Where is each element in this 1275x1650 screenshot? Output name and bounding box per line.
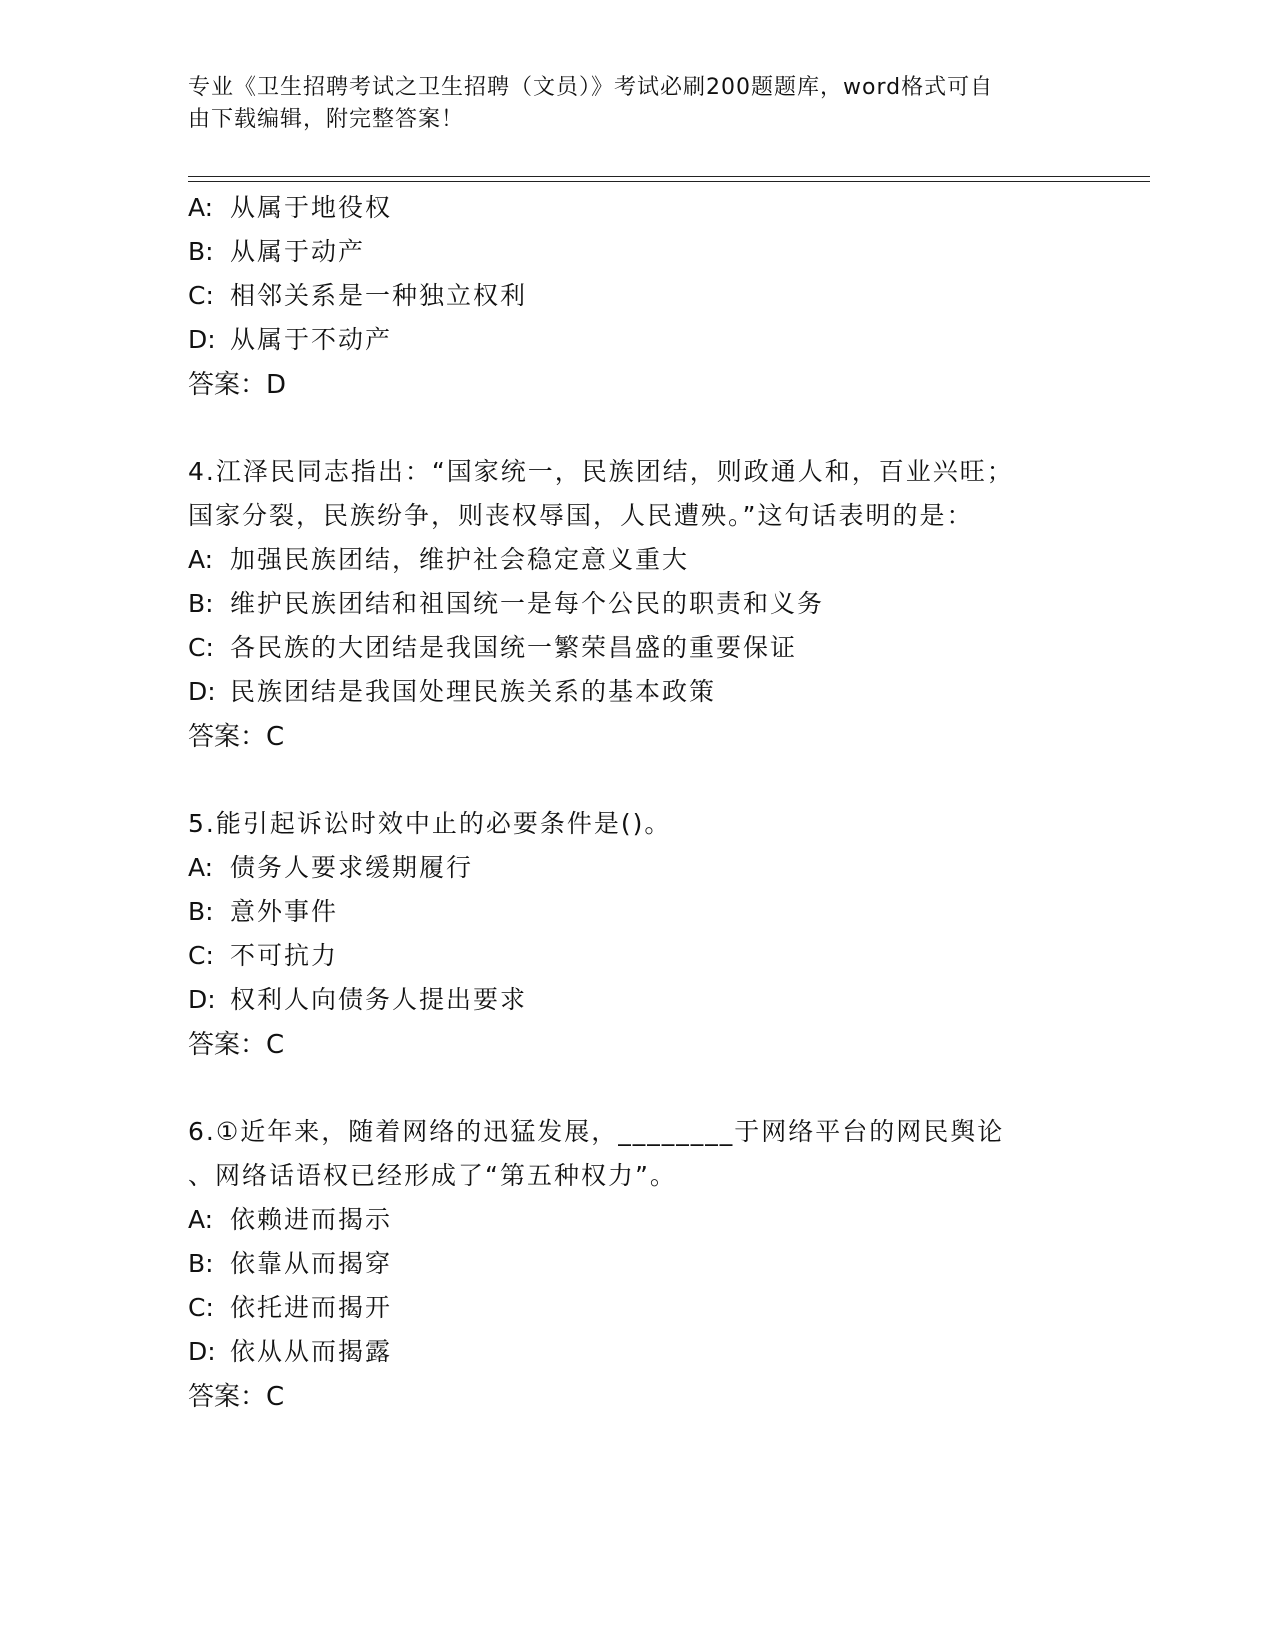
option-text: 依赖进而揭示 <box>230 1205 393 1234</box>
option-letter: B: <box>188 1249 214 1278</box>
q3-option-d <box>188 324 392 356</box>
option-text: 依靠从而揭穿 <box>230 1249 393 1278</box>
document-header <box>188 72 1068 136</box>
option-text: 债务人要求缓期履行 <box>230 853 474 882</box>
option-text: 意外事件 <box>230 897 339 926</box>
option-letter: D: <box>188 985 216 1014</box>
option-letter: D: <box>188 677 216 706</box>
option-text: 依从从而揭露 <box>230 1337 393 1366</box>
option-letter: C: <box>188 941 214 970</box>
q4-answer: 答案：C <box>188 722 285 752</box>
option-text: 维护民族团结和祖国统一是每个公民的职责和义务 <box>230 589 825 618</box>
q4-option-a <box>188 544 689 576</box>
option-letter: A: <box>188 545 214 574</box>
q5-answer: 答案：C <box>188 1030 285 1060</box>
option-text: 民族团结是我国处理民族关系的基本政策 <box>230 677 717 706</box>
header-line-1: 专业《卫生招聘考试之卫生招聘（文员）》考试必刷200题题库，word格式可自 <box>188 75 994 100</box>
option-letter: C: <box>188 1293 214 1322</box>
option-letter: B: <box>188 237 214 266</box>
q6-stem-line-1: 6.①近年来，随着网络的迅猛发展，________于网络平台的网民舆论 <box>188 1117 1005 1146</box>
option-text: 不可抗力 <box>230 941 339 970</box>
q4-stem-line-1: 4.江泽民同志指出：“国家统一，民族团结，则政通人和，百业兴旺； <box>188 457 1014 486</box>
option-letter: B: <box>188 589 214 618</box>
option-letter: D: <box>188 325 216 354</box>
option-letter: A: <box>188 853 214 882</box>
q5-option-d <box>188 984 527 1016</box>
q5-option-a <box>188 852 473 884</box>
q6-option-a <box>188 1204 392 1236</box>
q3-option-b <box>188 236 365 268</box>
header-line-2: 由下载编辑，附完整答案！ <box>188 107 465 132</box>
q6-option-b <box>188 1248 392 1280</box>
option-letter: C: <box>188 633 214 662</box>
q4-option-c <box>188 632 797 664</box>
option-letter: B: <box>188 897 214 926</box>
q3-option-c <box>188 280 527 312</box>
option-letter: C: <box>188 281 214 310</box>
q6-answer: 答案：C <box>188 1382 285 1412</box>
q6-option-c <box>188 1292 392 1324</box>
q5-stem-line-1: 5.能引起诉讼时效中止的必要条件是()。 <box>188 809 672 838</box>
q5-option-b <box>188 896 338 928</box>
option-text: 依托进而揭开 <box>230 1293 393 1322</box>
q4-stem-line-2: 国家分裂，民族纷争，则丧权辱国，人民遭殃。”这句话表明的是： <box>188 501 974 530</box>
option-letter: D: <box>188 1337 216 1366</box>
option-letter: A: <box>188 193 214 222</box>
q4-option-d <box>188 676 716 708</box>
option-text: 从属于地役权 <box>230 193 393 222</box>
header-rule-bottom <box>188 181 1150 182</box>
option-letter: A: <box>188 1205 214 1234</box>
option-text: 从属于动产 <box>230 237 366 266</box>
q3-option-a <box>188 192 392 224</box>
option-text: 从属于不动产 <box>230 325 393 354</box>
q4-option-b <box>188 588 824 620</box>
option-text: 权利人向债务人提出要求 <box>230 985 528 1014</box>
option-text: 各民族的大团结是我国统一繁荣昌盛的重要保证 <box>230 633 798 662</box>
header-rule-top <box>188 176 1150 177</box>
q5-option-c <box>188 940 338 972</box>
option-text: 相邻关系是一种独立权利 <box>230 281 528 310</box>
q3-answer: 答案：D <box>188 370 287 400</box>
option-text: 加强民族团结，维护社会稳定意义重大 <box>230 545 690 574</box>
q6-option-d <box>188 1336 392 1368</box>
q6-stem-line-2: 、网络话语权已经形成了“第五种权力”。 <box>188 1161 677 1190</box>
